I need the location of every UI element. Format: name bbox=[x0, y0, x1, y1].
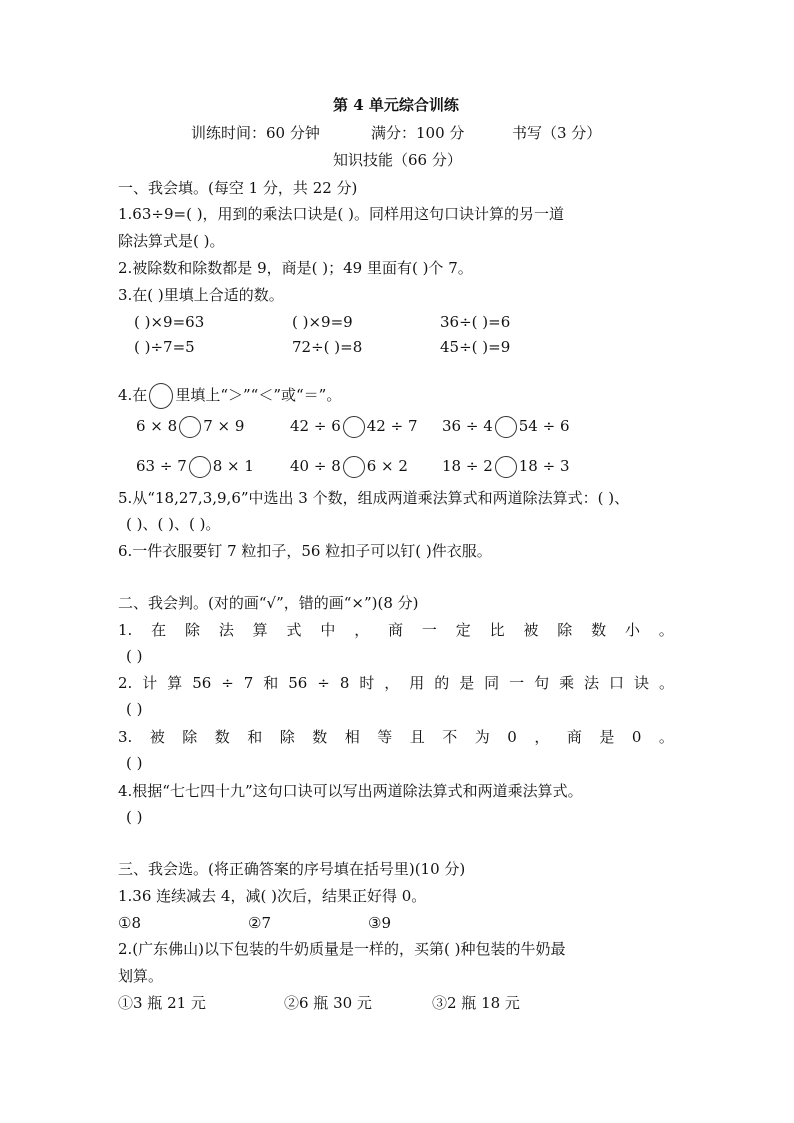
judge-char: 且 bbox=[409, 728, 425, 746]
judge-3 bbox=[118, 730, 674, 745]
question-4 bbox=[118, 383, 341, 409]
choice-question-2-line-2: 划算。 bbox=[118, 967, 164, 985]
q4-compare bbox=[136, 456, 254, 478]
q3-item: ( )÷7=5 bbox=[134, 338, 195, 356]
left-expr: 6 × 8 bbox=[136, 417, 178, 435]
judge-4: 4.根据“七七四十九”这句口诀可以写出两道除法算式和两道乘法算式。 bbox=[118, 782, 583, 800]
judge-char: ÷ bbox=[221, 674, 234, 692]
judge-char: 一 bbox=[421, 621, 437, 639]
judge-char: 除 bbox=[279, 728, 295, 746]
judge-char: 1. bbox=[118, 621, 133, 639]
judge-char: 比 bbox=[489, 621, 505, 639]
judge-char: 定 bbox=[455, 621, 471, 639]
question-5-line-2: ( )、( )、( )。 bbox=[126, 515, 221, 533]
judge-char: 为 bbox=[474, 728, 490, 746]
judge-char: 式 bbox=[286, 621, 302, 639]
judge-char: 8 bbox=[339, 674, 350, 692]
question-2: 2.被除数和除数都是 9，商是( )；49 里面有( )个 7。 bbox=[118, 259, 473, 277]
choice-option: ③2 瓶 18 元 bbox=[432, 994, 520, 1012]
full-score: 满分：100 分 bbox=[371, 124, 465, 142]
right-expr: 8 × 1 bbox=[212, 457, 254, 475]
choice-option: ③9 bbox=[368, 914, 391, 932]
choice-option: ①3 瓶 21 元 bbox=[118, 994, 206, 1012]
judge-char: 和 bbox=[263, 674, 279, 692]
left-expr: 63 ÷ 7 bbox=[136, 457, 187, 475]
judge-char: 不 bbox=[442, 728, 458, 746]
judge-char: 和 bbox=[247, 728, 263, 746]
left-expr: 36 ÷ 4 bbox=[442, 417, 493, 435]
blank-circle-icon bbox=[343, 416, 365, 438]
q4-compare bbox=[442, 416, 570, 438]
q4-compare bbox=[136, 416, 244, 438]
judge-char: 除 bbox=[184, 621, 200, 639]
right-expr: 7 × 9 bbox=[203, 417, 245, 435]
judge-char: 在 bbox=[151, 621, 167, 639]
section-subtitle: 知识技能（66 分） bbox=[333, 151, 462, 169]
judge-char: 中 bbox=[320, 621, 336, 639]
judge-char: 法 bbox=[584, 674, 600, 692]
question-3: 3.在( )里填上合适的数。 bbox=[118, 286, 284, 304]
q3-item: 36÷( )=6 bbox=[440, 313, 511, 331]
answer-paren: ( ) bbox=[126, 700, 143, 718]
blank-circle-icon bbox=[179, 416, 201, 438]
question-6: 6.一件衣服要钉 7 粒扣子，56 粒扣子可以钉( )件衣服。 bbox=[118, 542, 492, 560]
blank-circle-icon bbox=[495, 416, 517, 438]
answer-paren: ( ) bbox=[126, 754, 143, 772]
left-expr: 18 ÷ 2 bbox=[442, 457, 493, 475]
question-1-line-2: 除法算式是( )。 bbox=[118, 232, 225, 250]
judge-1 bbox=[118, 623, 674, 638]
blank-circle-icon bbox=[149, 383, 173, 409]
right-expr: 54 ÷ 6 bbox=[518, 417, 570, 435]
judge-char: 。 bbox=[658, 621, 674, 639]
judge-char: 0 bbox=[631, 728, 642, 746]
right-expr: 18 ÷ 3 bbox=[518, 457, 570, 475]
judge-char: 计 bbox=[142, 674, 158, 692]
q4-compare bbox=[442, 456, 570, 478]
answer-paren: ( ) bbox=[126, 647, 143, 665]
q3-item: 72÷( )=8 bbox=[292, 338, 363, 356]
left-expr: 40 ÷ 8 bbox=[290, 457, 341, 475]
blank-circle-icon bbox=[495, 456, 517, 478]
judge-char: 。 bbox=[658, 728, 674, 746]
choice-option: ②6 瓶 30 元 bbox=[284, 994, 372, 1012]
judge-char: 一 bbox=[509, 674, 525, 692]
judge-char: 同 bbox=[484, 674, 500, 692]
judge-char: 法 bbox=[218, 621, 234, 639]
judge-char: 数 bbox=[312, 728, 328, 746]
judge-char: 时 bbox=[359, 674, 375, 692]
judge-char: 用 bbox=[409, 674, 425, 692]
judge-char: 56 bbox=[288, 674, 308, 692]
choice-question-1: 1.36 连续减去 4，减( )次后，结果正好得 0。 bbox=[118, 887, 427, 905]
judge-char: 的 bbox=[434, 674, 450, 692]
judge-char: 除 bbox=[557, 621, 573, 639]
q4-compare bbox=[290, 416, 418, 438]
choice-question-2-line-1: 2.(广东佛山)以下包装的牛奶质量是一样的，买第( )种包装的牛奶最 bbox=[118, 940, 566, 958]
answer-paren: ( ) bbox=[126, 808, 143, 826]
section-2-heading: 二、我会判。(对的画“√”，错的画“×”)(8 分) bbox=[118, 594, 419, 612]
choice-option: ①8 bbox=[118, 914, 141, 932]
judge-char: ， bbox=[354, 621, 370, 639]
section-3-heading: 三、我会选。(将正确答案的序号填在括号里)(10 分) bbox=[118, 860, 466, 878]
section-1-heading: 一、我会填。(每空 1 分，共 22 分) bbox=[118, 179, 358, 197]
judge-2 bbox=[118, 676, 674, 691]
judge-char: 除 bbox=[182, 728, 198, 746]
judge-char: ， bbox=[534, 728, 550, 746]
q3-item: ( )×9=9 bbox=[292, 313, 353, 331]
blank-circle-icon bbox=[343, 456, 365, 478]
q3-item: ( )×9=63 bbox=[134, 313, 205, 331]
left-expr: 42 ÷ 6 bbox=[290, 417, 341, 435]
judge-char: 句 bbox=[534, 674, 550, 692]
q4-compare bbox=[290, 456, 408, 478]
question-5-line-1: 5.从“18,27,3,9,6”中选出 3 个数，组成两道乘法算式和两道除法算式：( )、 bbox=[118, 489, 630, 507]
judge-char: 等 bbox=[377, 728, 393, 746]
page-title: 第 4 单元综合训练 bbox=[333, 96, 459, 114]
right-expr: 6 × 2 bbox=[366, 457, 408, 475]
writing-score: 书写（3 分） bbox=[512, 124, 602, 142]
judge-char: 被 bbox=[523, 621, 539, 639]
question-1-line-1: 1.63÷9=( )，用到的乘法口诀是( )。同样用这句口诀计算的另一道 bbox=[118, 205, 565, 223]
judge-char: 相 bbox=[344, 728, 360, 746]
judge-char: 乘 bbox=[559, 674, 575, 692]
judge-char: 诀 bbox=[633, 674, 649, 692]
judge-char: ， bbox=[384, 674, 400, 692]
judge-char: 小 bbox=[624, 621, 640, 639]
q4-suffix: 里填上“＞”“＜”或“＝”。 bbox=[175, 386, 342, 404]
judge-char: 是 bbox=[459, 674, 475, 692]
judge-char: 3. bbox=[118, 728, 133, 746]
judge-char: 数 bbox=[214, 728, 230, 746]
judge-char: 商 bbox=[566, 728, 582, 746]
judge-char: 算 bbox=[252, 621, 268, 639]
blank-circle-icon bbox=[189, 456, 211, 478]
judge-char: 商 bbox=[388, 621, 404, 639]
right-expr: 42 ÷ 7 bbox=[366, 417, 418, 435]
q3-item: 45÷( )=9 bbox=[440, 338, 511, 356]
judge-char: 是 bbox=[599, 728, 615, 746]
judge-char: 被 bbox=[149, 728, 165, 746]
choice-option: ②7 bbox=[248, 914, 271, 932]
judge-char: 0 bbox=[507, 728, 517, 746]
judge-char: ÷ bbox=[317, 674, 330, 692]
judge-char: 口 bbox=[609, 674, 625, 692]
judge-char: 。 bbox=[658, 674, 674, 692]
q4-prefix: 4.在 bbox=[118, 386, 148, 404]
judge-char: 2. bbox=[118, 674, 133, 692]
judge-char: 7 bbox=[243, 674, 254, 692]
judge-char: 算 bbox=[167, 674, 183, 692]
exam-time: 训练时间：60 分钟 bbox=[191, 124, 320, 142]
judge-char: 数 bbox=[591, 621, 607, 639]
judge-char: 56 bbox=[192, 674, 212, 692]
